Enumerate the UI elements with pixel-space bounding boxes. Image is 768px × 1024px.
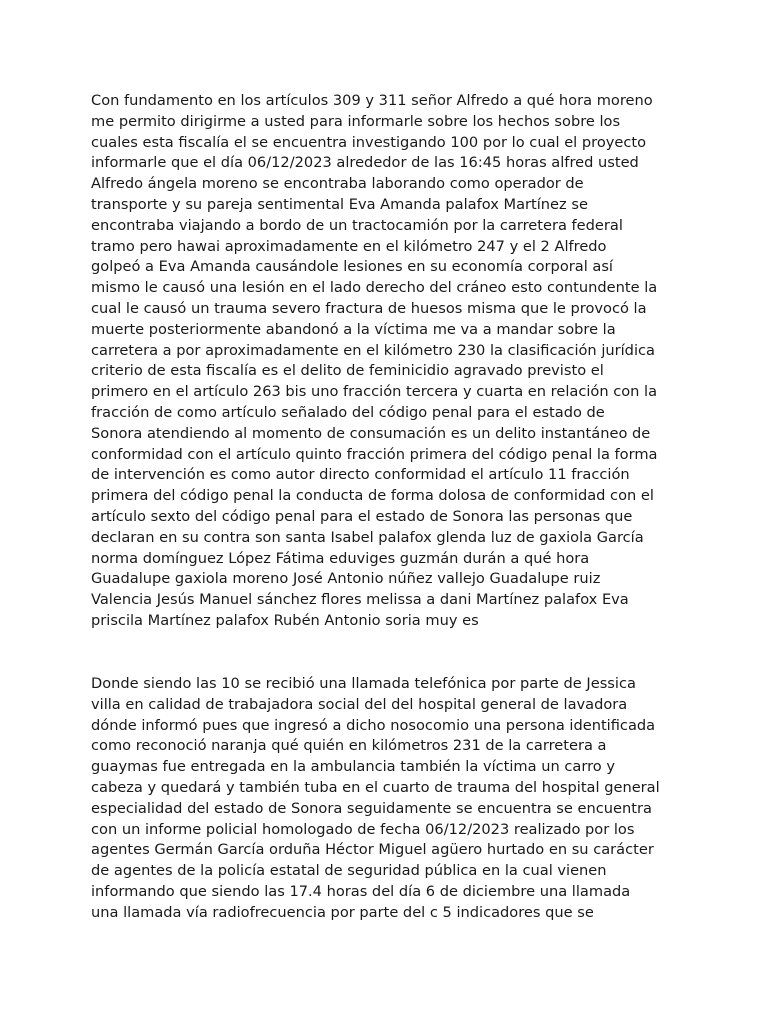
text-line: especialidad del estado de Sonora seguidamente se encuentra se encuentra bbox=[91, 799, 652, 817]
text-line: agentes Germán García orduña Héctor Miguel agüero hurtado en su carácter bbox=[91, 841, 654, 859]
text-line: tramo pero hawai aproximadamente en el kilómetro 247 y el 2 Alfredo bbox=[91, 237, 607, 255]
text-line: mismo le causó una lesión en el lado derecho del cráneo esto contundente la bbox=[91, 279, 658, 297]
text-line: de agentes de la policía estatal de seguridad pública en la cual vienen bbox=[91, 862, 607, 880]
text-line: declaran en su contra son santa Isabel palafox glenda luz de gaxiola García bbox=[91, 528, 644, 546]
text-line: Donde siendo las 10 se recibió una llamada telefónica por parte de Jessica bbox=[91, 675, 636, 692]
text-line: Sonora atendiendo al momento de consumación es un delito instantáneo de bbox=[91, 424, 651, 442]
text-line: cual le causó un trauma severo fractura de huesos misma que le provocó la bbox=[91, 299, 647, 317]
text-line: guaymas fue entregada en la ambulancia también la víctima un carro y bbox=[91, 758, 615, 776]
text-line: dónde informó pues que ingresó a dicho nosocomio una persona identificada bbox=[91, 716, 656, 734]
text-line: me permito dirigirme a usted para informarle sobre los hechos sobre los bbox=[91, 112, 621, 130]
text-line: transporte y su pareja sentimental Eva Amanda palafox Martínez se bbox=[91, 195, 588, 213]
text-line: conformidad con el artículo quinto fracción primera del código penal la forma bbox=[91, 445, 658, 463]
text-line: Con fundamento en los artículos 309 y 311 señor Alfredo a qué hora moreno bbox=[91, 92, 653, 109]
text-line: una llamada vía radiofrecuencia por parte del c 5 indicadores que se bbox=[91, 903, 594, 921]
text-line: Valencia Jesús Manuel sánchez flores melissa a dani Martínez palafox Eva bbox=[91, 591, 629, 609]
text-line: criterio de esta fiscalía es el delito de feminicidio agravado previsto el bbox=[91, 362, 604, 380]
text-line: informando que siendo las 17.4 horas del día 6 de diciembre una llamada bbox=[91, 882, 631, 900]
text-line: Guadalupe gaxiola moreno José Antonio núñez vallejo Guadalupe ruiz bbox=[91, 570, 601, 588]
text-line: cabeza y quedará y también tuba en el cuarto de trauma del hospital general bbox=[91, 778, 660, 796]
text-line: primero en el artículo 263 bis uno fracción tercera y cuarta en relación con la bbox=[91, 383, 658, 401]
text-line: cuales esta fiscalía el se encuentra investigando 100 por lo cual el proyecto bbox=[91, 133, 647, 151]
text-line: carretera a por aproximadamente en el kilómetro 230 la clasificación jurídica bbox=[91, 341, 655, 359]
text-line: artículo sexto del código penal para el estado de Sonora las personas que bbox=[91, 507, 633, 525]
text-line: con un informe policial homologado de fecha 06/12/2023 realizado por los bbox=[91, 820, 635, 838]
text-line: informarle que el día 06/12/2023 alrededor de las 16:45 horas alfred usted bbox=[91, 154, 639, 172]
text-line: primera del código penal la conducta de forma dolosa de conformidad con el bbox=[91, 487, 654, 505]
text-line: norma domínguez López Fátima eduviges guzmán durán a qué hora bbox=[91, 549, 590, 567]
paragraph-2 bbox=[91, 674, 691, 924]
text-line: golpeó a Eva Amanda causándole lesiones en su economía corporal así bbox=[91, 258, 613, 276]
text-line: como reconoció naranja qué quién en kilómetros 231 de la carretera a bbox=[91, 737, 607, 755]
text-line: priscila Martínez palafox Rubén Antonio soria muy es bbox=[91, 611, 479, 629]
text-line: Alfredo ángela moreno se encontraba laborando como operador de bbox=[91, 175, 584, 193]
text-line: de intervención es como autor directo conformidad el artículo 11 fracción bbox=[91, 466, 630, 484]
text-line: fracción de como artículo señalado del código penal para el estado de bbox=[91, 403, 605, 421]
text-line: encontraba viajando a bordo de un tractocamión por la carretera federal bbox=[91, 216, 623, 234]
text-line: villa en calidad de trabajadora social del del hospital general de lavadora bbox=[91, 695, 628, 713]
paragraph-1 bbox=[91, 91, 691, 632]
text-line: muerte posteriormente abandonó a la víctima me va a mandar sobre la bbox=[91, 320, 616, 338]
